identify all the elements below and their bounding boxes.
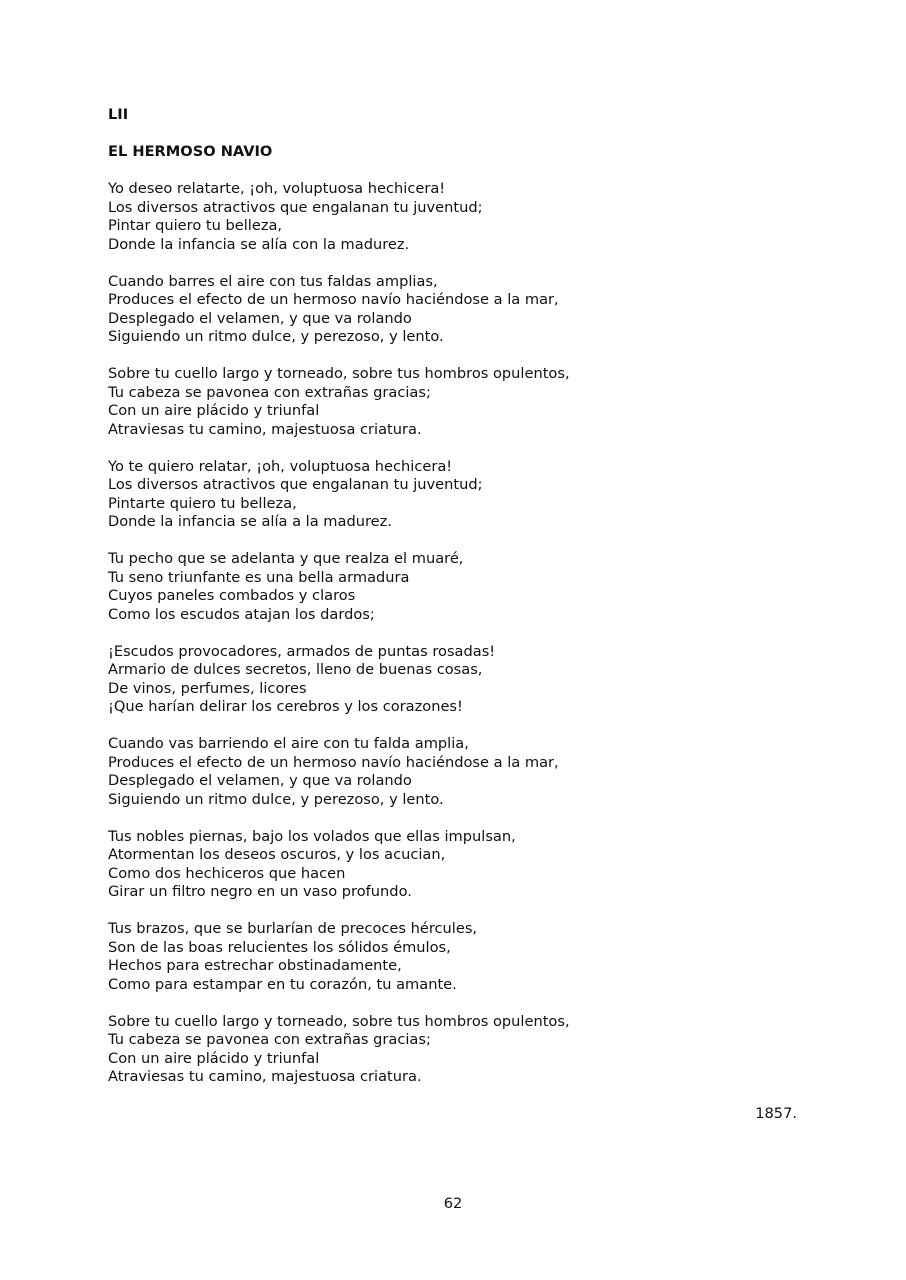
verse-line: Atraviesas tu camino, majestuosa criatura.: [108, 420, 422, 438]
poem-date: 1857.: [755, 1105, 797, 1122]
verse-line: Girar un filtro negro en un vaso profundo.: [108, 883, 412, 900]
verse-line: Sobre tu cuello largo y torneado, sobre tus hombros opulentos,: [108, 365, 570, 382]
verse-line: ¡Escudos provocadores, armados de puntas rosadas!: [108, 642, 496, 660]
verse-line: Con un aire plácido y triunfal: [108, 402, 320, 419]
verse-line: Como dos hechiceros que hacen: [108, 864, 346, 882]
verse-line: Tus brazos, que se burlarían de precoces hércules,: [108, 920, 478, 937]
verse-line: Cuyos paneles combados y claros: [108, 587, 356, 604]
verse-line: Yo te quiero relatar, ¡oh, voluptuosa hechicera!: [108, 457, 453, 475]
verse-line: De vinos, perfumes, licores: [108, 679, 307, 697]
verse-line: Tu cabeza se pavonea con extrañas gracias;: [108, 1031, 431, 1048]
verse-line: Armario de dulces secretos, lleno de buenas cosas,: [108, 661, 483, 678]
stanza: [108, 735, 808, 809]
verse-line: Desplegado el velamen, y que va rolando: [108, 772, 412, 789]
verse-line: Como para estampar en tu corazón, tu amante.: [108, 975, 457, 993]
stanza: [108, 920, 808, 994]
verse-line: Donde la infancia se alía con la madurez.: [108, 235, 410, 253]
page-number: 62: [443, 1195, 463, 1212]
stanza: [108, 180, 808, 254]
stanza: [108, 643, 808, 717]
verse-line: Pintar quiero tu belleza,: [108, 217, 283, 234]
verse-line: Atraviesas tu camino, majestuosa criatura.: [108, 1068, 422, 1085]
verse-line: Siguiendo un ritmo dulce, y perezoso, y lento.: [108, 790, 444, 808]
verse-line: Atormentan los deseos oscuros, y los acucian,: [108, 846, 446, 863]
verse-line: Son de las boas relucientes los sólidos émulos,: [108, 938, 451, 956]
poem-body: [108, 106, 808, 1105]
stanza: [108, 550, 808, 624]
verse-line: Tus nobles piernas, bajo los volados que ellas impulsan,: [108, 827, 516, 845]
stanza: [108, 458, 808, 532]
verse-line: ¡Que harían delirar los cerebros y los corazones!: [108, 698, 463, 715]
verse-line: Cuando vas barriendo el aire con tu falda amplia,: [108, 735, 469, 752]
verse-line: Tu seno triunfante es una bella armadura: [108, 568, 410, 586]
stanza: [108, 365, 808, 439]
verse-line: Sobre tu cuello largo y torneado, sobre tus hombros opulentos,: [108, 1012, 570, 1030]
verse-line: Donde la infancia se alía a la madurez.: [108, 513, 392, 530]
verse-line: Produces el efecto de un hermoso navío haciéndose a la mar,: [108, 291, 559, 308]
poem-stanzas: [108, 180, 808, 1087]
verse-line: Con un aire plácido y triunfal: [108, 1049, 320, 1067]
stanza: [108, 273, 808, 347]
verse-line: Como los escudos atajan los dardos;: [108, 605, 375, 623]
stanza: [108, 828, 808, 902]
verse-line: Pintarte quiero tu belleza,: [108, 494, 297, 512]
stanza: [108, 1013, 808, 1087]
verse-line: Desplegado el velamen, y que va rolando: [108, 309, 412, 327]
verse-line: Tu cabeza se pavonea con extrañas gracias;: [108, 383, 431, 401]
verse-line: Los diversos atractivos que engalanan tu juventud;: [108, 476, 483, 493]
poem-number: LII: [108, 106, 129, 123]
verse-line: Produces el efecto de un hermoso navío haciéndose a la mar,: [108, 753, 559, 771]
verse-line: Tu pecho que se adelanta y que realza el muaré,: [108, 550, 464, 567]
verse-line: Yo deseo relatarte, ¡oh, voluptuosa hechicera!: [108, 180, 446, 197]
verse-line: Hechos para estrechar obstinadamente,: [108, 957, 402, 974]
verse-line: Cuando barres el aire con tus faldas amplias,: [108, 272, 438, 290]
poem-title: EL HERMOSO NAVIO: [108, 143, 273, 160]
verse-line: Los diversos atractivos que engalanan tu juventud;: [108, 198, 483, 216]
verse-line: Siguiendo un ritmo dulce, y perezoso, y lento.: [108, 328, 444, 345]
